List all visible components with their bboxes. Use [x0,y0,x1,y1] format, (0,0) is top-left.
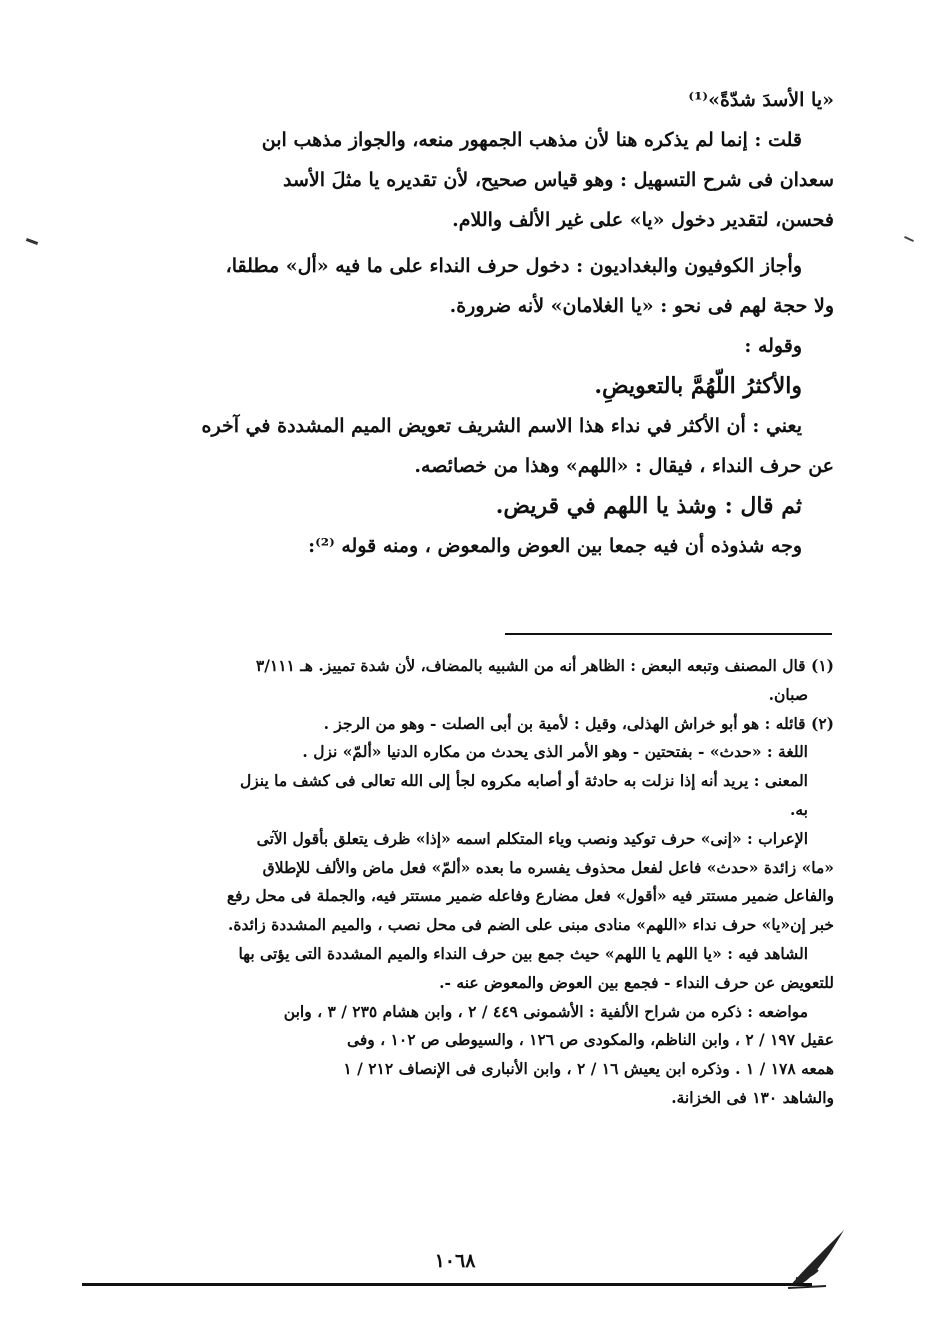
text-line: وأجاز الكوفيون والبغداديون : دخول حرف النداء على ما فيه «أل» مطلقا، [225,255,802,277]
text-line: عن حرف النداء ، فيقال : «اللهم» وهذا من خصائصه. [414,455,834,477]
footnote-line: والفاعل ضمير مستتر فيه «أقول» فعل مضارع وفاعله ضمير مستتر فيه، والجملة فى محل رفع [226,886,834,906]
text-line: ولا حجة لهم فى نحو : «يا الغلامان» لأنه ضرورة. [449,295,834,317]
footnote-line: «ما» زائدة «حدث» فاعل لفعل محذوف يفسره ما بعده «ألمّ» فعل ماض والألف للإطلاق [262,857,834,877]
footnote-separator [505,633,832,635]
footnote-line: الشاهد فيه : «يا اللهم يا اللهم» حيث جمع بين حرف النداء والميم المشددة التى يؤتى بها [238,943,808,963]
text-line: وجه شذوذه أن فيه جمعا بين العوض والمعوض ، ومنه قوله ⁽²⁾: [308,535,802,557]
footnote-line: مواضعه : ذكره من شراح الألفية : الأشمونى ٤٤٩ / ٢ ، وابن هشام ٢٣٥ / ٣ ، وابن [283,1001,808,1021]
main-text [108,80,834,566]
footnote-line: عقيل ١٩٧ / ٢ ، وابن الناظم، والمكودى ص ١٢٦ ، والسيوطى ص ١٠٢ ، وفى [346,1030,834,1050]
text-line: وقوله : [744,335,802,357]
footnote-line: به. [789,799,808,819]
footnote-line: (٢) قائله : هو أبو خراش الهذلى، وقيل : لأمية بن أبى الصلت - وهو من الرجز . [323,713,834,733]
footnote-line: للتعويض عن حرف النداء - فجمع بين العوض والمعوض عنه -. [439,972,834,992]
footnote-line: الإعراب : «إنى» حرف توكيد ونصب وياء المتكلم اسمه «إذا» ظرف يتعلق بأقول الآتى [256,828,808,848]
footnote-line: صبان. [768,684,808,704]
footnote-line: المعنى : يريد أنه إذا نزلت به حادثة أو أصابه مكروه لجأ إلى الله تعالى فى كشف ما ينزل [239,771,808,791]
footnotes [100,652,834,1113]
scan-mark [904,236,914,242]
text-line: قلت : إنما لم يذكره هنا لأن مذهب الجمهور منعه، والجواز مذهب ابن [261,129,802,151]
footnote-line: همعه ١٧٨ / ١ . وذكره ابن يعيش ١٦ / ٢ ، وابن الأنبارى فى الإنصاف ٢١٢ / ١ [343,1059,834,1079]
verse-line: ثم قال : وشذ يا اللهم في قريض. [495,493,802,519]
footnote-line: خبر إن«يا» حرف نداء «اللهم» منادى مبنى على الضم فى محل نصب ، والميم المشددة زائدة. [227,915,834,935]
bottom-rule [82,1283,812,1286]
text-line: يعني : أن الأكثر في نداء هذا الاسم الشريف تعويض الميم المشددة في آخره [201,415,802,437]
footnote-line: اللغة : «حدث» - بفتحتين - وهو الأمر الذى يحدث من مكاره الدنيا «ألمّ» نزل . [302,742,808,762]
scan-mark [26,238,38,245]
page-number: ١٠٦٨ [434,1250,476,1272]
text-line: فحسن، لتقدير دخول «يا» على غير الألف واللام. [452,209,834,231]
quill-ornament-icon [786,1228,846,1290]
text-line: سعدان فى شرح التسهيل : وهو قياس صحيح، لأن تقديره يا مثلَ الأسد [282,169,834,191]
footnote-line: (١) قال المصنف وتبعه البعض : الظاهر أنه من الشبيه بالمضاف، لأن شدة تمييز. هـ ٣/١١١ [255,656,834,675]
verse-line: والأكثرُ اللّهُمَّ بالتعويضِ. [594,373,802,399]
footnote-line: والشاهد ١٣٠ فى الخزانة. [671,1087,834,1107]
text-line: «يا الأسدَ شدّةً»⁽¹⁾ [688,89,834,111]
